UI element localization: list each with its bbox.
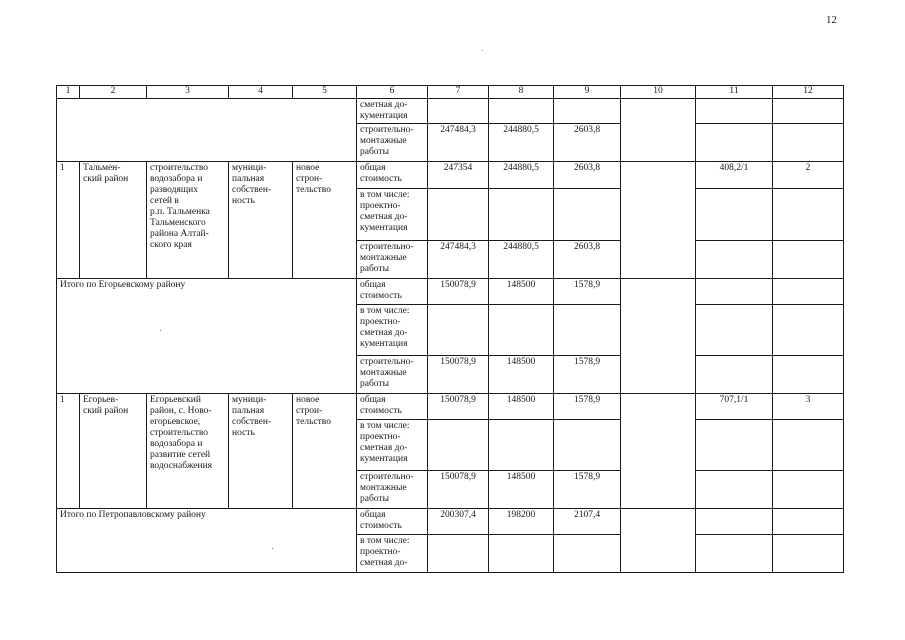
value-cell: 1578,9 bbox=[554, 471, 621, 509]
value-cell: 247354 bbox=[428, 162, 489, 189]
value-cell: 150078,9 bbox=[428, 471, 489, 509]
table-row bbox=[57, 394, 844, 420]
value-cell: 150078,9 bbox=[428, 279, 489, 305]
col-header: 4 bbox=[229, 86, 293, 99]
table-row bbox=[57, 509, 844, 535]
empty-cell bbox=[428, 305, 489, 356]
row-number: 1 bbox=[57, 394, 80, 509]
empty-cell bbox=[489, 305, 554, 356]
empty-cell bbox=[428, 189, 489, 241]
col-header: 8 bbox=[489, 86, 554, 99]
col-header: 7 bbox=[428, 86, 489, 99]
value-cell: 148500 bbox=[489, 394, 554, 420]
value-cell: 150078,9 bbox=[428, 356, 489, 394]
construction-type: новое строн- тельство bbox=[293, 162, 357, 279]
cost-type-label: в том числе: проектно- сметная до- кументация bbox=[357, 189, 428, 241]
col-header: 1 bbox=[57, 86, 80, 99]
cost-type-label: строительно- монтажные работы bbox=[357, 471, 428, 509]
district-total-label: Итого по Петропавловскому району bbox=[57, 509, 357, 573]
scan-speck bbox=[482, 50, 483, 51]
table-row bbox=[57, 99, 844, 124]
cost-type-label: в том числе: проектно- сметная до- кументация bbox=[357, 305, 428, 356]
value-cell: 198200 bbox=[489, 509, 554, 535]
empty-cell bbox=[428, 420, 489, 471]
value-cell: 148500 bbox=[489, 279, 554, 305]
value-cell: 1578,9 bbox=[554, 356, 621, 394]
object-description: Егорьевский район, с. Ново- егорьевское, строительство водозабора и развитие сетей водоснабжения bbox=[147, 394, 229, 509]
empty-cell bbox=[554, 420, 621, 471]
col-header: 2 bbox=[80, 86, 147, 99]
empty-cell bbox=[489, 420, 554, 471]
empty-cell bbox=[696, 471, 773, 509]
col-header: 12 bbox=[773, 86, 844, 99]
empty-cell bbox=[428, 535, 489, 573]
empty-cell bbox=[696, 356, 773, 394]
cost-type-label: строительно- монтажные работы bbox=[357, 356, 428, 394]
cost-type-label: общая стоимость bbox=[357, 279, 428, 305]
value-cell bbox=[554, 99, 621, 124]
col-header: 6 bbox=[357, 86, 428, 99]
construction-type: новое строи- тельство bbox=[293, 394, 357, 509]
empty-cell bbox=[696, 124, 773, 162]
value-cell: 2603,8 bbox=[554, 124, 621, 162]
district-total-label: Итого по Егорьевскому району bbox=[57, 279, 357, 394]
table-row bbox=[57, 279, 844, 305]
empty-cell bbox=[696, 535, 773, 573]
empty-cell bbox=[773, 471, 844, 509]
row-number: 1 bbox=[57, 162, 80, 279]
district-name: Тальмен- ский район bbox=[80, 162, 147, 279]
value-cell: 244880,5 bbox=[489, 124, 554, 162]
empty-cell bbox=[489, 189, 554, 241]
value-cell: 148500 bbox=[489, 356, 554, 394]
empty-cell bbox=[773, 279, 844, 305]
ownership-form: муници- пальная собствен- ность bbox=[229, 394, 293, 509]
empty-cell bbox=[621, 394, 696, 509]
empty-cell bbox=[773, 509, 844, 535]
value-cell: 2603,8 bbox=[554, 241, 621, 279]
value-cell: 1578,9 bbox=[554, 394, 621, 420]
value-cell: 1578,9 bbox=[554, 279, 621, 305]
column-number-row bbox=[57, 86, 844, 99]
table-row bbox=[57, 162, 844, 189]
empty-cell bbox=[773, 535, 844, 573]
value-cell: 247484,3 bbox=[428, 124, 489, 162]
value-cell: 200307,4 bbox=[428, 509, 489, 535]
ownership-form: муници- пальная собствен- ность bbox=[229, 162, 293, 279]
value-cell: 408,2/1 bbox=[696, 162, 773, 189]
col-header: 3 bbox=[147, 86, 229, 99]
col-header: 5 bbox=[293, 86, 357, 99]
value-cell: 150078,9 bbox=[428, 394, 489, 420]
col-header: 9 bbox=[554, 86, 621, 99]
empty-cell bbox=[554, 305, 621, 356]
construction-cost-table bbox=[56, 85, 844, 573]
empty-cell bbox=[773, 356, 844, 394]
empty-cell bbox=[621, 509, 696, 573]
empty-cell bbox=[696, 241, 773, 279]
cost-type-label: строительно- монтажные работы bbox=[357, 241, 428, 279]
cost-type-label: общая стоимость bbox=[357, 509, 428, 535]
cost-type-label: общая стоимость bbox=[357, 394, 428, 420]
page-number: 12 bbox=[826, 14, 837, 26]
empty-cell bbox=[696, 509, 773, 535]
empty-cell bbox=[696, 420, 773, 471]
cost-type-label: сметная до- кументация bbox=[357, 99, 428, 124]
value-cell: 247484,3 bbox=[428, 241, 489, 279]
empty-cell bbox=[773, 305, 844, 356]
cost-type-label: в том числе: проектно- сметная до- bbox=[357, 535, 428, 573]
empty-cell bbox=[773, 189, 844, 241]
empty-cell bbox=[696, 305, 773, 356]
value-cell: 3 bbox=[773, 394, 844, 420]
empty-cell bbox=[696, 279, 773, 305]
value-cell: 707,1/1 bbox=[696, 394, 773, 420]
empty-cell bbox=[773, 124, 844, 162]
continuation-empty-cell bbox=[57, 99, 357, 162]
value-cell bbox=[489, 99, 554, 124]
value-cell: 244880,5 bbox=[489, 241, 554, 279]
empty-cell bbox=[489, 535, 554, 573]
empty-cell bbox=[621, 162, 696, 279]
col-header: 11 bbox=[696, 86, 773, 99]
value-cell: 2107,4 bbox=[554, 509, 621, 535]
value-cell: 148500 bbox=[489, 471, 554, 509]
district-name: Егорьев- ский район bbox=[80, 394, 147, 509]
value-cell bbox=[428, 99, 489, 124]
empty-cell bbox=[554, 535, 621, 573]
empty-cell bbox=[773, 420, 844, 471]
cost-type-label: в том числе: проектно- сметная до- кументация bbox=[357, 420, 428, 471]
empty-cell bbox=[621, 279, 696, 394]
empty-cell bbox=[773, 99, 844, 124]
object-description: строительство водозабора и разводящих сетей в р.п. Тальменка Тальменского района Алтай- ского края bbox=[147, 162, 229, 279]
empty-cell bbox=[696, 99, 773, 124]
value-cell: 2 bbox=[773, 162, 844, 189]
empty-cell bbox=[554, 189, 621, 241]
cost-type-label: строительно- монтажные работы bbox=[357, 124, 428, 162]
empty-cell bbox=[621, 99, 696, 162]
value-cell: 244880,5 bbox=[489, 162, 554, 189]
cost-type-label: общая стоимость bbox=[357, 162, 428, 189]
empty-cell bbox=[696, 189, 773, 241]
col-header: 10 bbox=[621, 86, 696, 99]
value-cell: 2603,8 bbox=[554, 162, 621, 189]
empty-cell bbox=[773, 241, 844, 279]
